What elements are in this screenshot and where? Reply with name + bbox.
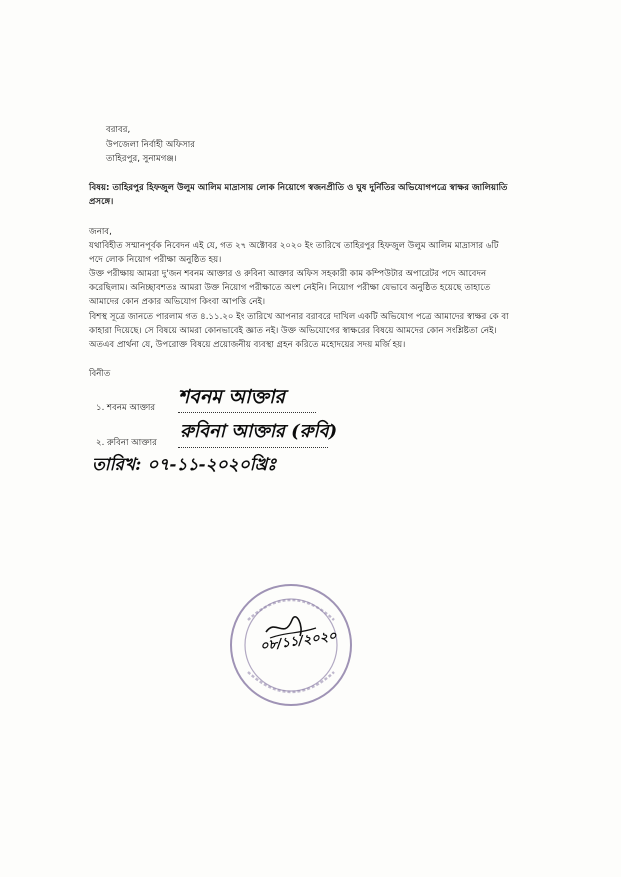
signer-2-signature: রুবিনা আক্তার (রুবি) [180, 421, 338, 442]
recipient-title: উপজেলা নির্বাহী অফিসার [106, 140, 195, 150]
greeting: জনাব, [89, 227, 112, 237]
signer-1-signature: শবনম আক্তার [178, 386, 285, 408]
paragraph-3-line-2: কাহারা দিয়েছে। সে বিষয়ে আমরা কোনভাবেই জ্ঞাত নই। উক্ত অভিযোগের স্বাক্ষরের বিষয়ে আমদের কোন সংশ্লিষ্টতা নেই। [89, 326, 497, 336]
paragraph-2-line-3: আমাদের কোন প্রকার অভিযোগ কিংবা আপত্তি নেই। [89, 297, 266, 307]
paragraph-2-line-1: উক্ত পরীক্ষায় আমরা দু'জন শবনম আক্তার ও রুবিনা আক্তার অফিস সহকারী কাম কম্পিউটার অপারেটর পদে আবেদন [89, 269, 487, 279]
subject-line-2: প্রসঙ্গে। [89, 197, 114, 207]
handwritten-date: তারিখ: ০৭-১১-২০২০খ্রিঃ [92, 455, 277, 475]
recipient-address: তাহিরপুর, সুনামগঞ্জ। [106, 154, 177, 164]
signer-1-label: ১. শবনম আক্তার [96, 403, 156, 413]
paragraph-1-line-1: যথাবিহীত সম্মানপূর্বক নিবেদন এই যে, গত ২৭ অক্টোবর ২০২০ ইং তারিখে তাহিরপুর হিফজুল উলুম আলিম মাদ্রাসার ৬টি [89, 241, 499, 251]
official-seal-stamp [226, 580, 356, 710]
paragraph-1-line-2: পদে লোক নিয়োগ পরীক্ষা অনুষ্ঠিত হয়। [89, 255, 222, 265]
stamp-handwritten-initials: ০৮/১১/২০২০ [259, 628, 338, 655]
paragraph-3-line-1: বিশস্থ সূত্রে জানতে পারলাম গত ৪.১১.২০ ইং তারিখে আপনার বরাবরে দাখিল একটি অভিযোগ পত্রে আমাদের স্বাক্ষর কে বা [89, 312, 509, 322]
subject-line-1: বিষয়: তাহিরপুর হিফজুল উলুম আলিম মাদ্রাসায় লোক নিয়োগে স্বজনপ্রীতি ও ঘুষ দুর্নিতির অভিযোগপত্রে স্বাক্ষর জালিয়াতি [89, 183, 508, 193]
salutation-to: বরাবর, [106, 125, 131, 135]
closing: বিনীত [89, 369, 111, 379]
signer-2-label: ২. রুবিনা আক্তার [96, 438, 157, 448]
paragraph-4-line-1: অতএব প্রার্থনা যে, উপরোক্ত বিষয়ে প্রয়োজনীয় ব্যবস্থা গ্রহন করিতে মহোদয়ের সদয় মর্জি হয়। [89, 340, 406, 350]
paragraph-2-line-2: করেছিলাম। অনিচ্ছাবশতঃ আমরা উক্ত নিয়োগ পরীক্ষাতে অংশ নেইনি। নিয়োগ পরীক্ষা যেভাবে অনুষ্ঠিত হয়েছে তাহাতে [89, 283, 491, 293]
